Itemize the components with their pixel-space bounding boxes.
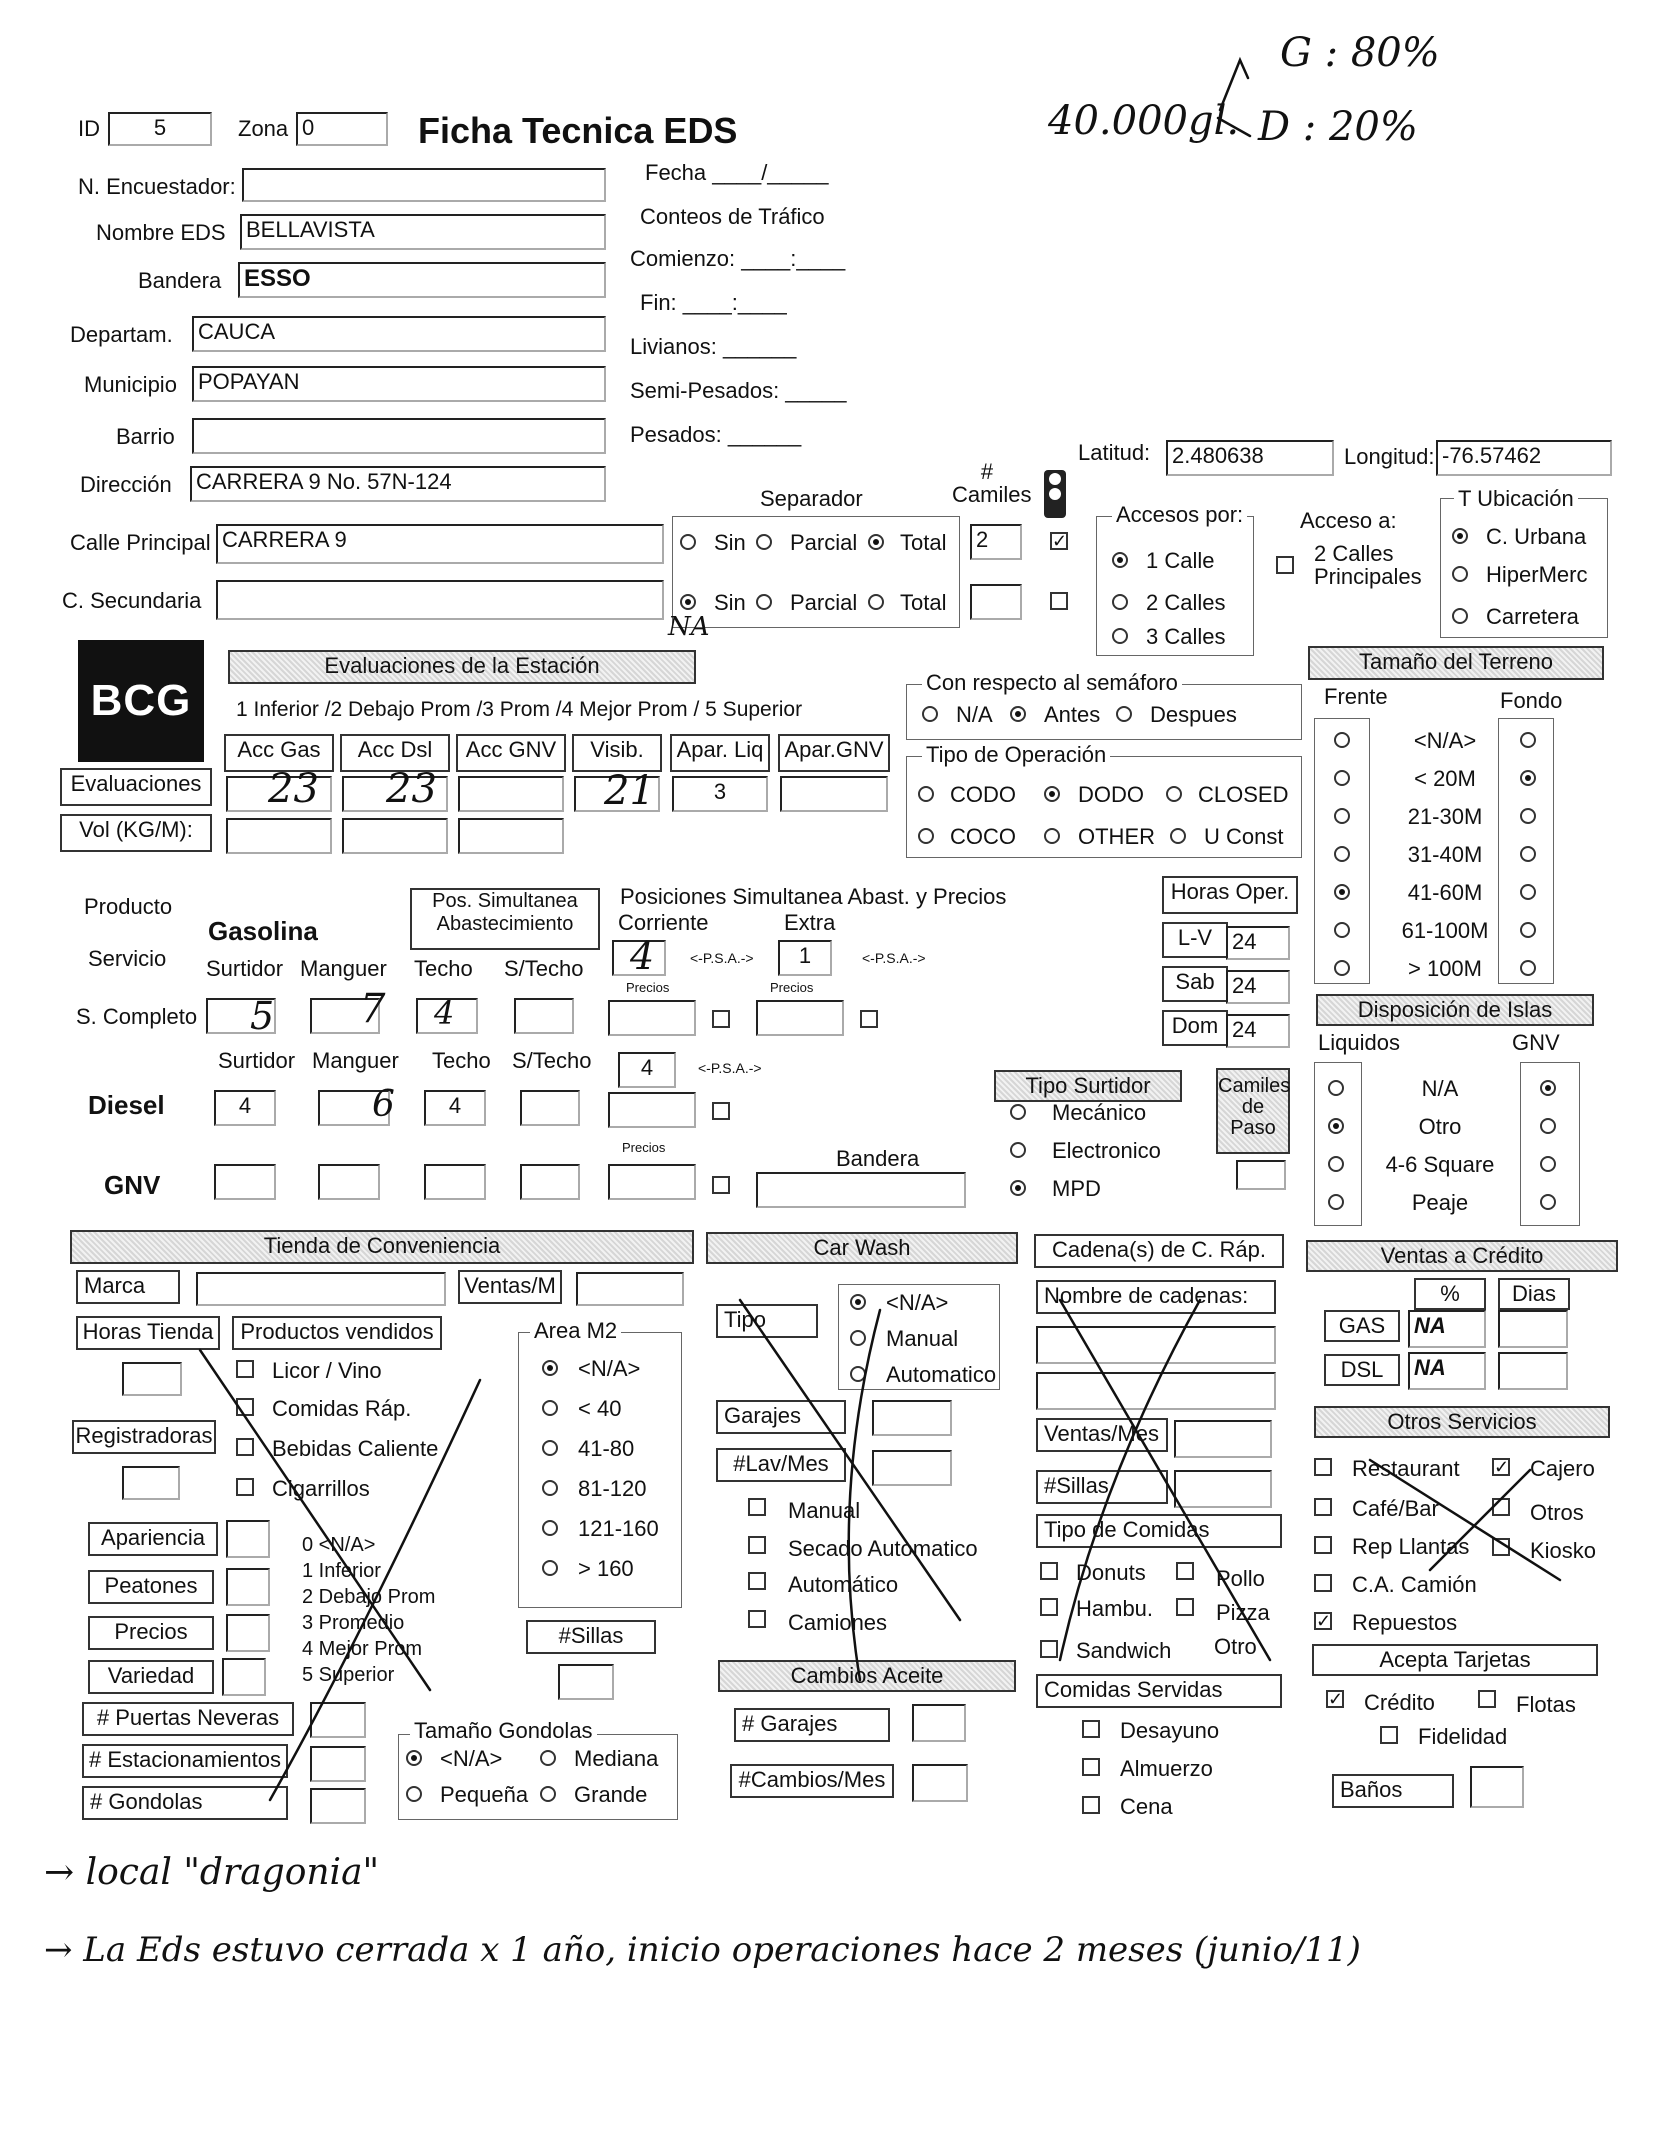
serv-cafe-label: Café/Bar: [1352, 1496, 1439, 1521]
scale-item: 5 Superior: [302, 1664, 395, 1686]
scale-item: 4 Mejor Prom: [302, 1638, 423, 1660]
stroke-cross-tienda-2: [270, 1380, 480, 1800]
accesos-3calles-label: 3 Calles: [1146, 624, 1226, 649]
nombre-label: Nombre EDS: [96, 220, 226, 245]
hand-note-local: → local "dragonia": [44, 1852, 380, 1893]
area-option-label: > 160: [578, 1556, 634, 1581]
terreno-section: Tamaño del Terreno: [1308, 646, 1604, 680]
sep1-parcial-label: Parcial: [790, 530, 858, 555]
zona-label: Zona: [238, 116, 289, 141]
tienda-peatones-label: Peatones: [88, 1570, 214, 1604]
tienda-comidas-label: Comidas Ráp.: [272, 1396, 412, 1421]
operacion-title: Tipo de Operación: [922, 742, 1110, 768]
municipio-label: Municipio: [84, 372, 177, 397]
corriente-psa-label: <-P.S.A.->: [690, 950, 754, 966]
hand-corriente: 4: [630, 934, 655, 978]
carwash-auto-label: Automatico: [886, 1362, 997, 1387]
sep1-total-label: Total: [900, 530, 947, 555]
horas-lv-label: L-V: [1162, 922, 1228, 958]
semipesados-label: Semi-Pesados: _____: [630, 378, 847, 403]
id-label: ID: [78, 116, 100, 141]
nombre-field[interactable]: BELLAVISTA: [240, 214, 606, 250]
cadena-hambu-label: Hambu.: [1076, 1596, 1154, 1621]
ubicacion-carretera-label: Carretera: [1486, 604, 1579, 629]
cadena-nombre-label: Nombre de cadenas:: [1036, 1280, 1276, 1314]
stecho-label: S/Techo: [504, 956, 584, 981]
bandera-label: Bandera: [138, 268, 222, 293]
extra-psa-label: <-P.S.A.->: [862, 950, 926, 966]
cadena-ventas-label: Ventas/Mes: [1036, 1418, 1168, 1452]
col-acc-gnv: Acc GNV: [456, 734, 566, 772]
tienda-ventas-label: Ventas/M: [458, 1270, 562, 1304]
cambios-section: Cambios Aceite: [718, 1660, 1016, 1692]
departamento-label: Departam.: [70, 322, 173, 347]
stroke-cross-serv-2: [1430, 1470, 1530, 1570]
tienda-sillas-label: #Sillas: [526, 1620, 656, 1654]
diesel-psa-label: <-P.S.A.->: [698, 1060, 762, 1076]
tienda-precios-label: Precios: [88, 1616, 214, 1650]
serv-llantas-label: Rep Llantas: [1352, 1534, 1470, 1559]
op-coco-label: COCO: [950, 824, 1016, 849]
cadena-pizza-label: Pizza: [1216, 1600, 1270, 1625]
terreno-size-label: < 20M: [1414, 766, 1476, 791]
conteos-label: Conteos de Tráfico: [640, 204, 825, 229]
scale-item: 3 Promedio: [302, 1612, 405, 1634]
sep2-sin-label: Sin: [714, 590, 746, 615]
semaforo-na-label: N/A: [956, 702, 993, 727]
tienda-section: Tienda de Conveniencia: [70, 1230, 694, 1264]
tarjetas-section: Acepta Tarjetas: [1312, 1644, 1598, 1676]
id-field[interactable]: 5: [108, 112, 212, 146]
serv-cajero-checkbox[interactable]: ✓: [1494, 1457, 1510, 1477]
col-visib: Visib.: [572, 734, 662, 772]
tienda-productos-label: Productos vendidos: [232, 1316, 442, 1350]
gond-mediana-label: Mediana: [574, 1746, 659, 1771]
horas-lv-field[interactable]: 24: [1226, 926, 1290, 960]
credito-pct-label: %: [1414, 1278, 1486, 1310]
ubicacion-title: T Ubicación: [1454, 486, 1578, 512]
area-option-label: 41-80: [578, 1436, 635, 1461]
cadena-section: Cadena(s) de C. Ráp.: [1034, 1234, 1284, 1268]
camiles-paso-label: Camiles de Paso: [1216, 1068, 1290, 1154]
tarjetas-flotas-label: Flotas: [1516, 1692, 1576, 1717]
terreno-size-label: 21-30M: [1407, 804, 1483, 829]
carwash-section: Car Wash: [706, 1232, 1018, 1264]
scompleto-label: S. Completo: [76, 1004, 198, 1029]
bandera-field[interactable]: ESSO: [238, 262, 606, 298]
hand-sc-techo: 4: [434, 994, 455, 1032]
diesel-surtidor-field[interactable]: 4: [214, 1090, 276, 1126]
zona-field[interactable]: 0: [296, 112, 388, 146]
diesel-psa-field[interactable]: 4: [618, 1052, 676, 1088]
terreno-size-label: <N/A>: [1413, 728, 1477, 753]
hand-eval-gas: 23: [268, 766, 319, 812]
gondolas-title: Tamaño Gondolas: [410, 1718, 597, 1744]
terreno-fondo-label: Fondo: [1500, 688, 1563, 713]
islas-gnv-label: GNV: [1512, 1030, 1560, 1055]
credito-dsl-pct-field[interactable]: NA: [1408, 1352, 1486, 1390]
tarjetas-fidelidad-label: Fidelidad: [1418, 1724, 1508, 1749]
bcg-logo: BCG: [78, 640, 204, 762]
gasolina-label: Gasolina: [208, 916, 318, 946]
semaforo-antes-label: Antes: [1044, 702, 1101, 727]
acceso-a-label: Acceso a:: [1300, 508, 1397, 533]
area-title: Area M2: [530, 1318, 621, 1344]
sep1-camiones-field[interactable]: 2: [970, 524, 1022, 560]
hand-sc-manguer: 7: [360, 986, 386, 1032]
hand-eval-dsl: 23: [386, 766, 437, 812]
cw-camiones-label: Camiones: [788, 1610, 888, 1635]
tienda-marca-label: Marca: [76, 1270, 180, 1304]
extra-precios-label: Precios: [770, 980, 814, 995]
cadena-tipo-label: Tipo de Comidas: [1036, 1514, 1282, 1548]
cadena-sandwich-label: Sandwich: [1076, 1638, 1172, 1663]
servicio-label: Servicio: [88, 946, 167, 971]
diesel-techo-label: Techo: [432, 1048, 491, 1073]
islas-option-label: Otro: [1418, 1114, 1462, 1139]
longitud-field[interactable]: -76.57462: [1436, 440, 1612, 476]
evaluaciones-section: Evaluaciones de la Estación: [228, 650, 696, 684]
comienzo-label: Comienzo: ____:____: [630, 246, 846, 271]
cambios-garajes-label: # Garajes: [734, 1708, 890, 1742]
corriente-precios-label: Precios: [626, 980, 670, 995]
area-option-label: <N/A>: [578, 1356, 641, 1381]
cadena-almuerzo-label: Almuerzo: [1120, 1756, 1213, 1781]
serv-restaurant-label: Restaurant: [1352, 1456, 1460, 1481]
evaluaciones-row-label: Evaluaciones: [60, 768, 212, 806]
carwash-tipo-label: Tipo: [716, 1304, 818, 1338]
tienda-variedad-label: Variedad: [88, 1660, 214, 1694]
islas-option-label: N/A: [1421, 1076, 1459, 1101]
page-title: Ficha Tecnica EDS: [418, 110, 738, 151]
hand-diesel-pct: D : 20%: [1258, 104, 1418, 150]
cadena-cena-label: Cena: [1120, 1794, 1173, 1819]
servicios-section: Otros Servicios: [1314, 1406, 1610, 1438]
calle-label: Calle Principal: [70, 530, 211, 555]
col-acc-gas: Acc Gas: [224, 734, 334, 772]
diesel-label: Diesel: [88, 1090, 165, 1120]
terreno-frente-label: Frente: [1324, 684, 1388, 709]
cw-automatico-label: Automático: [788, 1572, 899, 1597]
calle-field[interactable]: CARRERA 9: [216, 524, 664, 564]
cadena-desayuno-label: Desayuno: [1120, 1718, 1220, 1743]
serv-kiosko-label: Kiosko: [1530, 1538, 1597, 1563]
pos-sim-label: Pos. Simultanea Abastecimiento: [410, 888, 600, 950]
separador-label: Separador: [760, 486, 863, 511]
tienda-bebidas-label: Bebidas Caliente: [272, 1436, 439, 1461]
camiones-label: # Camiles: [952, 459, 1032, 508]
semaforo-title: Con respecto al semáforo: [922, 670, 1182, 696]
cadena-sillas-label: #Sillas: [1036, 1470, 1168, 1504]
hand-eval-visib: 21: [604, 768, 655, 814]
hand-sc-surtidor: 5: [250, 994, 275, 1038]
cadena-pollo-label: Pollo: [1216, 1566, 1265, 1591]
csecundaria-label: C. Secundaria: [62, 588, 202, 613]
diesel-techo-field[interactable]: 4: [424, 1090, 486, 1126]
stroke-cross-serv-1: [1370, 1457, 1560, 1580]
area-option-label: < 40: [578, 1396, 622, 1421]
hand-na-separador: NA: [668, 612, 710, 642]
sep1-semaforo-checkbox[interactable]: ✓: [1052, 531, 1068, 551]
scale-item: 1 Inferior: [302, 1560, 381, 1582]
gond-grande-label: Grande: [574, 1782, 648, 1807]
stroke-cross-cadena-2: [1060, 1300, 1200, 1660]
manguer-label: Manguer: [300, 956, 387, 981]
credito-dias-label: Dias: [1498, 1278, 1570, 1310]
horas-sab-label: Sab: [1162, 966, 1228, 1002]
hand-diesel-manguer: 6: [372, 1084, 395, 1125]
acceso-a-option: 2 Calles Principales: [1314, 541, 1422, 590]
pesados-label: Pesados: ______: [630, 422, 802, 447]
credito-section: Ventas a Crédito: [1306, 1240, 1618, 1272]
longitud-label: Longitud:: [1344, 444, 1435, 469]
horas-dom-field[interactable]: 24: [1226, 1014, 1290, 1048]
extra-psa-field[interactable]: 1: [778, 940, 832, 976]
accesos-2calles-label: 2 Calles: [1146, 590, 1226, 615]
cadena-donuts-label: Donuts: [1076, 1560, 1146, 1585]
gond-pequena-label: Pequeña: [440, 1782, 529, 1807]
islas-liquidos-label: Liquidos: [1318, 1030, 1400, 1055]
stroke-cross-cadena-1: [1060, 1300, 1270, 1660]
scale-item: 0 <N/A>: [302, 1534, 376, 1556]
credito-dsl-label: DSL: [1324, 1354, 1400, 1386]
pos-precios-label: Posiciones Simultanea Abast. y Precios: [620, 884, 1007, 909]
departamento-field[interactable]: CAUCA: [192, 316, 606, 352]
gnv-label: GNV: [104, 1170, 161, 1200]
cadena-servidas-label: Comidas Servidas: [1036, 1674, 1282, 1708]
op-dodo-label: DODO: [1078, 782, 1144, 807]
corriente-label: Corriente: [618, 910, 709, 935]
diesel-surtidor-label: Surtidor: [218, 1048, 296, 1073]
fin-label: Fin: ____:____: [640, 290, 787, 315]
surtidor-label: Surtidor: [206, 956, 284, 981]
terreno-size-label: 61-100M: [1401, 918, 1489, 943]
tienda-licor-label: Licor / Vino: [272, 1358, 382, 1383]
ubicacion-hipermerc-label: HiperMerc: [1486, 562, 1588, 587]
hand-gas-pct: G : 80%: [1280, 30, 1440, 76]
vol-row-label: Vol (KG/M):: [60, 814, 212, 852]
op-uconst-label: U Const: [1204, 824, 1284, 849]
latitud-label: Latitud:: [1078, 440, 1151, 465]
stroke-arrow-dsl: [1218, 118, 1250, 136]
accesos-title: Accesos por:: [1112, 502, 1247, 528]
surtidor-electronico-label: Electronico: [1052, 1138, 1161, 1163]
serv-cajero-label: Cajero: [1530, 1456, 1595, 1481]
sep1-sin-label: Sin: [714, 530, 746, 555]
horas-sab-field[interactable]: 24: [1226, 970, 1290, 1004]
semaforo-despues-label: Despues: [1150, 702, 1237, 727]
livianos-label: Livianos: ______: [630, 334, 797, 359]
stroke-arrow-gas: [1220, 60, 1248, 110]
direccion-label: Dirección: [80, 472, 172, 497]
serv-repuestos-checkbox[interactable]: ✓: [1316, 1611, 1332, 1631]
diesel-stecho-label: S/Techo: [512, 1048, 592, 1073]
tienda-apariencia-label: Apariencia: [88, 1522, 218, 1556]
barrio-label: Barrio: [116, 424, 175, 449]
tienda-registradoras-label: Registradoras: [72, 1420, 216, 1454]
diesel-precios-label: Precios: [622, 1140, 666, 1155]
surtidor-mpd-label: MPD: [1052, 1176, 1101, 1201]
sep2-total-label: Total: [900, 590, 947, 615]
col-apar-liq: Apar. Liq: [670, 734, 770, 772]
direccion-field[interactable]: CARRERA 9 No. 57N-124: [190, 466, 606, 502]
surtidor-mecanico-label: Mecánico: [1052, 1100, 1147, 1125]
latitud-field[interactable]: 2.480638: [1166, 440, 1334, 476]
gnv-bandera-label: Bandera: [836, 1146, 920, 1171]
credito-gas-label: GAS: [1324, 1310, 1400, 1342]
hand-note-closed: → La Eds estuvo cerrada x 1 año, inicio operaciones hace 2 meses (junio/11): [44, 1930, 1361, 1970]
op-closed-label: CLOSED: [1198, 782, 1289, 807]
tienda-estacionamientos-label: # Estacionamientos: [82, 1744, 288, 1778]
carwash-garajes-label: Garajes: [716, 1400, 846, 1434]
terreno-size-label: > 100M: [1408, 956, 1482, 981]
cadena-otro-label: Otro: [1214, 1634, 1257, 1659]
eval-apar-liq-field[interactable]: 3: [672, 776, 768, 812]
tienda-puertas-label: # Puertas Neveras: [82, 1702, 294, 1736]
encuestador-label: N. Encuestador:: [78, 174, 236, 199]
terreno-size-label: 31-40M: [1407, 842, 1483, 867]
op-other-label: OTHER: [1078, 824, 1155, 849]
cw-manual-label: Manual: [788, 1498, 861, 1523]
gond-na-label: <N/A>: [440, 1746, 503, 1771]
col-apar-gnv: Apar.GNV: [778, 734, 890, 772]
producto-label: Producto: [84, 894, 173, 919]
islas-option-label: 4-6 Square: [1385, 1152, 1495, 1177]
tienda-gondolas-label: # Gondolas: [82, 1786, 288, 1820]
col-acc-dsl: Acc Dsl: [340, 734, 450, 772]
area-option-label: 81-120: [578, 1476, 647, 1501]
extra-label: Extra: [784, 910, 836, 935]
surtidor-section: Tipo Surtidor: [994, 1070, 1182, 1102]
credito-gas-pct-field[interactable]: NA: [1408, 1310, 1486, 1348]
serv-camion-label: C.A. Camión: [1352, 1572, 1477, 1597]
islas-option-label: Peaje: [1411, 1190, 1469, 1215]
serv-repuestos-label: Repuestos: [1352, 1610, 1458, 1635]
accesos-1calle-label: 1 Calle: [1146, 548, 1215, 573]
scale-item: 2 Debajo Prom: [302, 1586, 436, 1608]
hand-volume: 40.000gl.: [1048, 98, 1240, 144]
ubicacion-urbana-label: C. Urbana: [1486, 524, 1587, 549]
serv-otros-label: Otros: [1530, 1500, 1584, 1525]
carwash-manual-label: Manual: [886, 1326, 959, 1351]
horas-title: Horas Oper.: [1162, 876, 1298, 914]
stroke-cross-tienda-1: [200, 1350, 430, 1690]
tienda-horas-label: Horas Tienda: [76, 1316, 220, 1350]
tarjetas-banos-label: Baños: [1332, 1774, 1454, 1808]
techo-label: Techo: [414, 956, 473, 981]
sep2-parcial-label: Parcial: [790, 590, 858, 615]
diesel-manguer-label: Manguer: [312, 1048, 399, 1073]
carwash-lav-label: #Lav/Mes: [716, 1448, 846, 1482]
cambios-mes-label: #Cambios/Mes: [730, 1764, 894, 1798]
horas-dom-label: Dom: [1162, 1010, 1228, 1046]
terreno-size-label: 41-60M: [1407, 880, 1483, 905]
islas-section: Disposición de Islas: [1316, 994, 1594, 1026]
area-option-label: 121-160: [578, 1516, 659, 1541]
fecha-label: Fecha ____/_____: [645, 160, 829, 185]
tarjetas-credito-label: Crédito: [1364, 1690, 1435, 1715]
op-codo-label: CODO: [950, 782, 1016, 807]
carwash-na-label: <N/A>: [886, 1290, 949, 1315]
tarjetas-credito-checkbox[interactable]: ✓: [1328, 1689, 1344, 1709]
tienda-cigarrillos-label: Cigarrillos: [272, 1476, 370, 1501]
municipio-field[interactable]: POPAYAN: [192, 366, 606, 402]
cw-secado-label: Secado Automatico: [788, 1536, 978, 1561]
evaluaciones-scale: 1 Inferior /2 Debajo Prom /3 Prom /4 Mejor Prom / 5 Superior: [236, 698, 803, 721]
